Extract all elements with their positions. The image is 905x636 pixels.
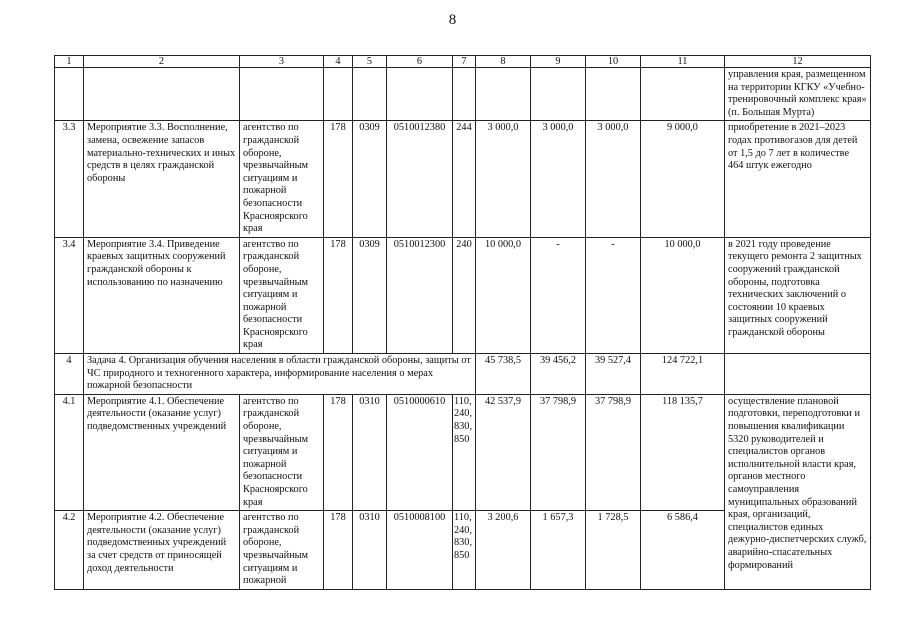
cell-task: Задача 4. Организация обучения населения в области гражданской обороны, защиты от ЧС природного и техногенного характера, информирование населения о мерах пожарной безопасности xyxy=(84,354,476,395)
header-cell: 7 xyxy=(453,56,476,68)
program-table xyxy=(54,55,871,590)
cell-number: 4.1 xyxy=(55,394,84,510)
header-cell: 1 xyxy=(55,56,84,68)
header-cell: 4 xyxy=(324,56,353,68)
cell-year1: 3 000,0 xyxy=(476,121,531,237)
cell-csr: 0510000610 xyxy=(387,394,453,510)
cell-year1: 42 537,9 xyxy=(476,394,531,510)
page-number: 8 xyxy=(448,12,457,28)
header-cell: 3 xyxy=(240,56,324,68)
cell-total: 6 586,4 xyxy=(641,511,725,590)
cell-vr: 244 xyxy=(453,121,476,237)
cell-number: 4 xyxy=(55,354,84,395)
cell-year2: 37 798,9 xyxy=(531,394,586,510)
cell-year2: 1 657,3 xyxy=(531,511,586,590)
cell-total: 10 000,0 xyxy=(641,237,725,353)
cell-total: 118 135,7 xyxy=(641,394,725,510)
cell-total: 9 000,0 xyxy=(641,121,725,237)
cell-activity: Мероприятие 3.4. Приведение краевых защитных сооружений гражданской обороны к использованию по назначению xyxy=(84,237,240,353)
cell-total: 124 722,1 xyxy=(641,354,725,395)
header-cell: 2 xyxy=(84,56,240,68)
cell-result xyxy=(725,354,871,395)
table-row-continuation xyxy=(55,68,871,121)
cell-vr: 110, 240, 830, 850 xyxy=(453,394,476,510)
header-cell: 8 xyxy=(476,56,531,68)
cell-result: приобретение в 2021–2023 годах противогазов для детей от 1,5 до 7 лет в количестве 464 штук ежегодно xyxy=(725,121,871,237)
cell-csr: 0510012300 xyxy=(387,237,453,353)
cell-grbs: 178 xyxy=(324,121,353,237)
cell-year2: 39 456,2 xyxy=(531,354,586,395)
cell-csr: 0510008100 xyxy=(387,511,453,590)
cell-year3: 39 527,4 xyxy=(586,354,641,395)
cell-year3: - xyxy=(586,237,641,353)
cell-grbs: 178 xyxy=(324,394,353,510)
cell-rzpr: 0309 xyxy=(353,121,387,237)
cell-year3: 1 728,5 xyxy=(586,511,641,590)
cell-executor: агентство по гражданской обороне, чрезвычайным ситуациям и пожарной xyxy=(240,511,324,590)
header-cell: 10 xyxy=(586,56,641,68)
table-row-3-4 xyxy=(55,237,871,353)
header-cell: 12 xyxy=(725,56,871,68)
cell-activity: Мероприятие 4.1. Обеспечение деятельности (оказание услуг) подведомственных учреждений xyxy=(84,394,240,510)
header-cell: 5 xyxy=(353,56,387,68)
cell-year2: 3 000,0 xyxy=(531,121,586,237)
cell-number: 3.3 xyxy=(55,121,84,237)
cell-grbs: 178 xyxy=(324,237,353,353)
cell-year1: 3 200,6 xyxy=(476,511,531,590)
table-row-4 xyxy=(55,354,871,395)
cell-number: 3.4 xyxy=(55,237,84,353)
cell-activity: Мероприятие 3.3. Восполнение, замена, освежение запасов материально-технических и иных средств в целях гражданской обороны xyxy=(84,121,240,237)
cell-year1: 45 738,5 xyxy=(476,354,531,395)
cell-executor: агентство по гражданской обороне, чрезвычайным ситуациям и пожарной безопасности Красноярского края xyxy=(240,237,324,353)
cell-result: в 2021 году проведение текущего ремонта 2 защитных сооружений гражданской обороны, подготовка технических заключений о состоянии 10 краевых защитных сооружений гражданской обороны xyxy=(725,237,871,353)
cell-executor: агентство по гражданской обороне, чрезвычайным ситуациям и пожарной безопасности Красноярского края xyxy=(240,394,324,510)
table-header-row xyxy=(55,56,871,68)
cell-result: осуществление плановой подготовки, переподготовки и повышения квалификации 5320 руководителей и специалистов органов исполнительной власти края, органов местного самоуправления муниципальных образований края, организаций, специалистов единых дежурно-диспетчерских служб, аварийно-спасательных формирований xyxy=(725,394,871,589)
cell-vr: 110, 240, 830, 850 xyxy=(453,511,476,590)
cell-rzpr: 0309 xyxy=(353,237,387,353)
cell-year2: - xyxy=(531,237,586,353)
cell-year1: 10 000,0 xyxy=(476,237,531,353)
cell-executor: агентство по гражданской обороне, чрезвычайным ситуациям и пожарной безопасности Красноярского края xyxy=(240,121,324,237)
cell-rzpr: 0310 xyxy=(353,511,387,590)
header-cell: 11 xyxy=(641,56,725,68)
header-cell: 9 xyxy=(531,56,586,68)
cell-result: управления края, размещенном на территории КГКУ «Учебно-тренировочный комплекс края» (п. Большая Мурта) xyxy=(725,68,871,121)
cell-year3: 37 798,9 xyxy=(586,394,641,510)
cell-vr: 240 xyxy=(453,237,476,353)
cell-number: 4.2 xyxy=(55,511,84,590)
cell-csr: 0510012380 xyxy=(387,121,453,237)
cell-rzpr: 0310 xyxy=(353,394,387,510)
header-cell: 6 xyxy=(387,56,453,68)
cell-activity: Мероприятие 4.2. Обеспечение деятельности (оказание услуг) подведомственных учреждений за счет средств от приносящей доход деятельности xyxy=(84,511,240,590)
cell-year3: 3 000,0 xyxy=(586,121,641,237)
table-row-3-3 xyxy=(55,121,871,237)
table-row-4-1 xyxy=(55,394,871,510)
cell-grbs: 178 xyxy=(324,511,353,590)
